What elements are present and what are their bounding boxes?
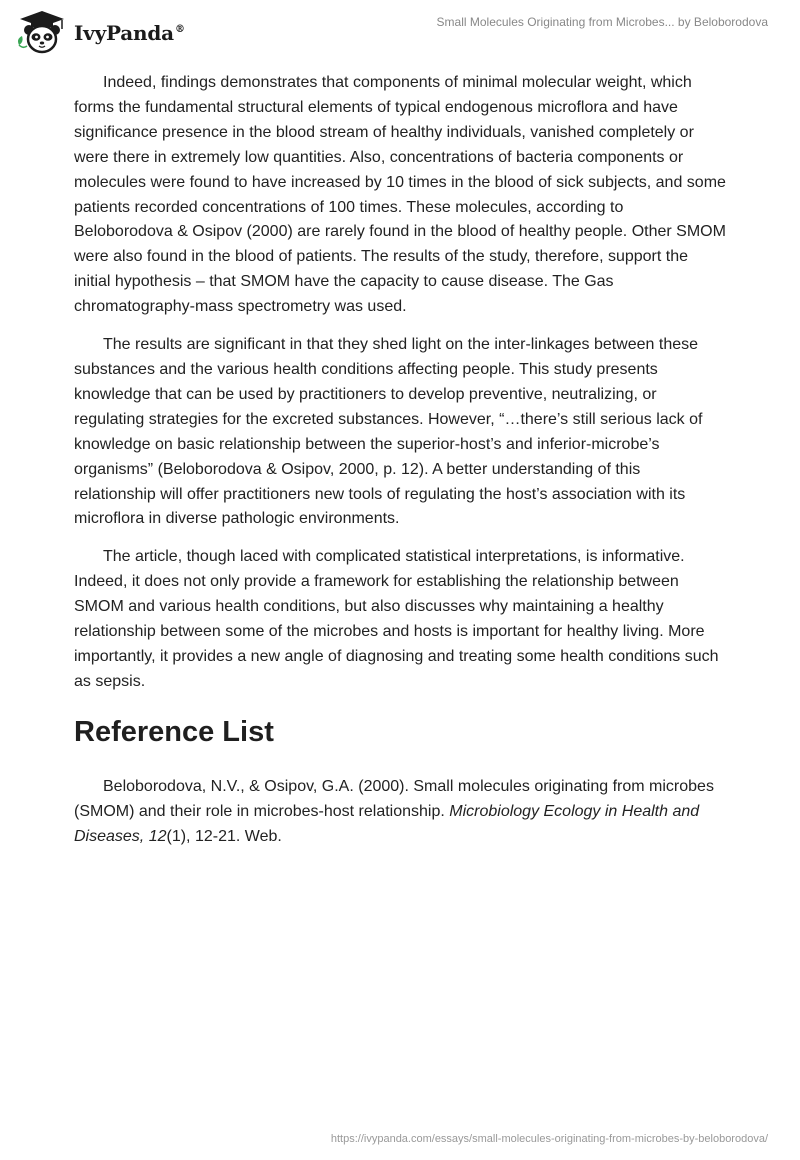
reference-issue-pages: (1), 12-21. Web. (166, 827, 282, 845)
essay-body (74, 71, 726, 849)
body-paragraph: The results are significant in that they shed light on the inter-linkages between these substances and the various health conditions affecting people. This study presents knowledge that can be used by practitioners to develop preventive, neutralizing, or regulating strategies for the excreted substances. However, “…there’s still serious lack of knowledge on basic relationship between the superior-host’s and inferior-microbe’s organisms” (Beloborodova & Osipov, 2000, p. 12). A better understanding of this relationship will offer practitioners new tools of regulating the host’s association with its microflora in diverse pathologic environments. (74, 336, 703, 528)
reference-entry (74, 775, 726, 850)
logo-wordmark: IvyPanda® (74, 21, 185, 45)
reference-list-heading: Reference List (74, 715, 274, 748)
body-paragraph: The article, though laced with complicated statistical interpretations, is informative. Indeed, it does not only provide a framework for establishing the relationship between SMOM and various health conditions, but also discusses why maintaining a healthy relationship between some of the microbes and hosts is important for healthy living. More importantly, it provides a new angle of diagnosing and treating some health conditions such as sepsis. (74, 548, 719, 690)
panda-graduate-icon (14, 9, 70, 55)
running-title: Small Molecules Originating from Microbes... by Beloborodova (436, 15, 768, 29)
registered-mark: ® (174, 24, 185, 36)
reference-authors-title: Beloborodova, N.V., & Osipov, G.A. (2000). Small molecules originating from microbes (SMOM) and their role in microbes-host relationship. (74, 777, 714, 820)
ivypanda-logo[interactable] (14, 9, 185, 55)
source-url[interactable]: https://ivypanda.com/essays/small-molecules-originating-from-microbes-by-beloborodova/ (330, 1133, 768, 1145)
page-header (0, 0, 800, 60)
reference-journal: Microbiology Ecology in Health and Diseases, 12 (74, 802, 700, 845)
body-paragraph: Indeed, findings demonstrates that components of minimal molecular weight, which forms the fundamental structural elements of typical endogenous microflora and have significance presence in the blood stream of healthy individuals, vanished completely or were there in extremely low quantities. Also, concentrations of bacteria components or molecules were found to have increased by 10 times in the blood of sick subjects, and some patients recorded concentrations of 100 times. These molecules, according to Beloborodova & Osipov (2000) are rarely found in the blood of healthy people. Other SMOM were also found in the blood of patients. The results of the study, therefore, support the initial hypothesis – that SMOM have the capacity to cause disease. The Gas chromatography-mass spectrometry was used. (74, 74, 726, 316)
